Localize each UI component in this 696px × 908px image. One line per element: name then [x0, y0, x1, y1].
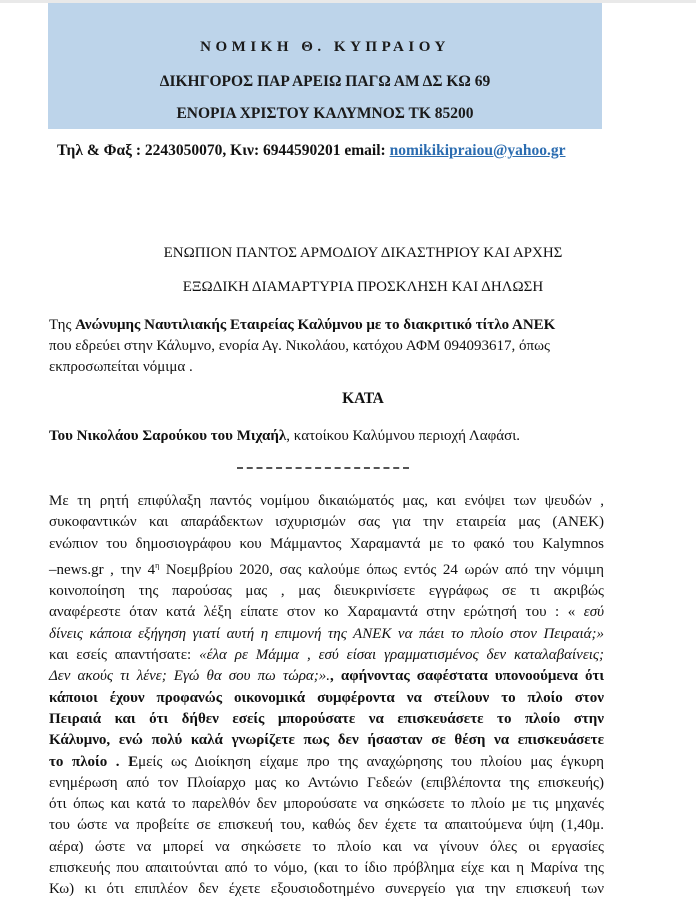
letterhead-box — [48, 3, 602, 129]
body-line — [49, 666, 604, 687]
date-rest: Νοεμβρίου 2020, σας καλούμε όπως εντός 24 ωρών από την νόμιμη — [159, 561, 604, 578]
party-representation: εκπροσωπείται νόμιμα . — [49, 359, 193, 375]
quote-intro: αναφέρεστε όταν κατά λέξη είπατε στον κο Χαραμαντά στην ερώτησή του : « — [49, 604, 584, 621]
body-line — [49, 645, 604, 666]
body-line: κάποιοι έχουν προφανώς οικονομικά συμφέροντα να στείλουν το πλοίο στον — [49, 689, 604, 706]
party-details: που εδρεύει στην Κάλυμνο, ενορία Αγ. Νικολάου, κατόχου ΑΦΜ 094093617, όπως — [49, 338, 550, 354]
email-link[interactable]: nomikikipraiou@yahoo.gr — [389, 142, 566, 159]
answer-intro: και εσείς απαντήσατε: — [49, 647, 200, 664]
document-title: ΕΞΩΔΙΚΗ ΔΙΑΜΑΡΤΥΡΙΑ ΠΡΟΣΚΛΗΣΗ ΚΑΙ ΔΗΛΩΣΗ — [182, 279, 544, 295]
lawyer-address: ΕΝΟΡΙΑ ΧΡΙΣΤΟΥ ΚΑΛΥΜΝΟΣ ΤΚ 85200 — [176, 105, 474, 122]
date-prefix: –news.gr , την 4 — [49, 561, 156, 578]
body-line: δίνεις κάποια εξήγηση γιατί αυτή η επιμονή της ΑΝΕΚ να πάει το πλοίο στον Πειραιά;» — [49, 625, 604, 642]
body-line: Πειραιά και ότι δήθεν εσείς μπορούσατε να επισκευάσετε το πλοίο στην — [49, 710, 604, 727]
contact-line — [0, 142, 696, 160]
answer-quote: «έλα ρε Μάμμα , εσύ είσαι γραμματισμένος δεν καταλαβαίνεις; — [199, 647, 604, 664]
body-line: Κω) κι ότι επιπλέον δεν έχετε εξουσιοδοτημένο συνεργείο για την επισκευή των — [49, 881, 604, 898]
body-line: ενημέρωση από τον Πλοίαρχο μας κο Αντώνιο Γεδεών (επιβλέποντα της επισκευής) — [49, 774, 604, 791]
respondent-name: Του Νικολάου Σαρούκου του Μιχαήλ — [49, 428, 287, 444]
quote-text: εσύ — [583, 604, 604, 621]
party-name: Ανώνυμης Ναυτιλιακής Εταιρείας Καλύμνου με το διακριτικό τίτλο ΑΝΕΚ — [75, 317, 556, 333]
body-line: Κάλυμνο, ενώ πολύ καλά γνωρίζετε πως δεν ήσασταν σε θέση να επισκευάσετε — [49, 732, 604, 749]
court-heading: ΕΝΩΠΙΟΝ ΠΑΝΤΟΣ ΑΡΜΟΔΙΟΥ ΔΙΚΑΣΤΗΡΙΟΥ ΚΑΙ ΑΡΧΗΣ — [163, 245, 563, 261]
phone-fax-text: Τηλ & Φαξ : 2243050070, Κιν: 6944590201 email: — [57, 142, 390, 159]
body-line: ενώπιον του δημοσιογράφου κου Μάμμαντος Χαραμαντά με το φακό του Kalymnos — [49, 535, 604, 552]
answer-quote-end: Δεν ακούς τι λένε; Εγώ θα σου πω τώρα;». — [49, 668, 331, 685]
body-paragraph — [49, 491, 604, 901]
ordinal-suffix: η — [155, 560, 160, 570]
body-line: αέρα) ώστε να μπορεί να σηκώσετε το πλοίο και να γίνουν όλες οι εργασίες — [49, 838, 604, 855]
body-line: επισκευής που απαιτούνται από το νόμο, (και το ίδιο πρόβλημα είχε και η Μαρίνα της — [49, 860, 604, 877]
respondent-details: , κατοίκου Καλύμνου περιοχή Λαφάσι. — [286, 428, 521, 444]
body-text: μείς ως Διοίκηση είχαμε προ της αναχώρησης του πλοίου μας έγκυρη — [138, 753, 605, 770]
emphasis-end: το πλοίο . Ε — [49, 753, 139, 770]
body-line — [49, 752, 604, 773]
lawyer-name: ΝΟΜΙΚΗ Θ. ΚΥΠΡΑΙΟΥ — [200, 39, 450, 55]
respondent-party — [49, 426, 604, 447]
body-line: Με τη ρητή επιφύλαξη παντός νομίμου δικαιώματός μας, και ενόψει των ψευδών , — [49, 493, 604, 509]
body-line: ότι όπως και κατά το παρελθόν δεν μπορούσατε να σηκώσετε το πλοίο με τις μηχανές — [49, 796, 604, 813]
claimant-party — [49, 315, 604, 378]
body-line — [49, 555, 604, 581]
body-line: κοινοποίηση της παρούσας μας , μας διευκρινίσετε εγγράφως σε τι ακριβώς — [49, 583, 604, 600]
body-line — [49, 602, 604, 623]
separator-line — [237, 461, 409, 469]
body-line: του ώστε να προβείτε σε επισκευή του, καθώς δεν έχετε τα απαιτούμενα ύψη (1,40μ. — [49, 817, 604, 834]
lawyer-title: ΔΙΚΗΓΟΡΟΣ ΠΑΡ ΑΡΕΙΩ ΠΑΓΩ ΑΜ ΔΣ ΚΩ 69 — [159, 73, 491, 90]
party-prefix: Της — [49, 317, 76, 333]
against-heading: ΚΑΤΑ — [342, 390, 384, 407]
body-line: συκοφαντικών και απαράδεκτων ισχυρισμών σας για την εταιρεία μας (ΑΝΕΚ) — [49, 514, 604, 531]
emphasis-text: , αφήνοντας σαφέστατα υπονοούμενα ότι — [330, 668, 605, 685]
